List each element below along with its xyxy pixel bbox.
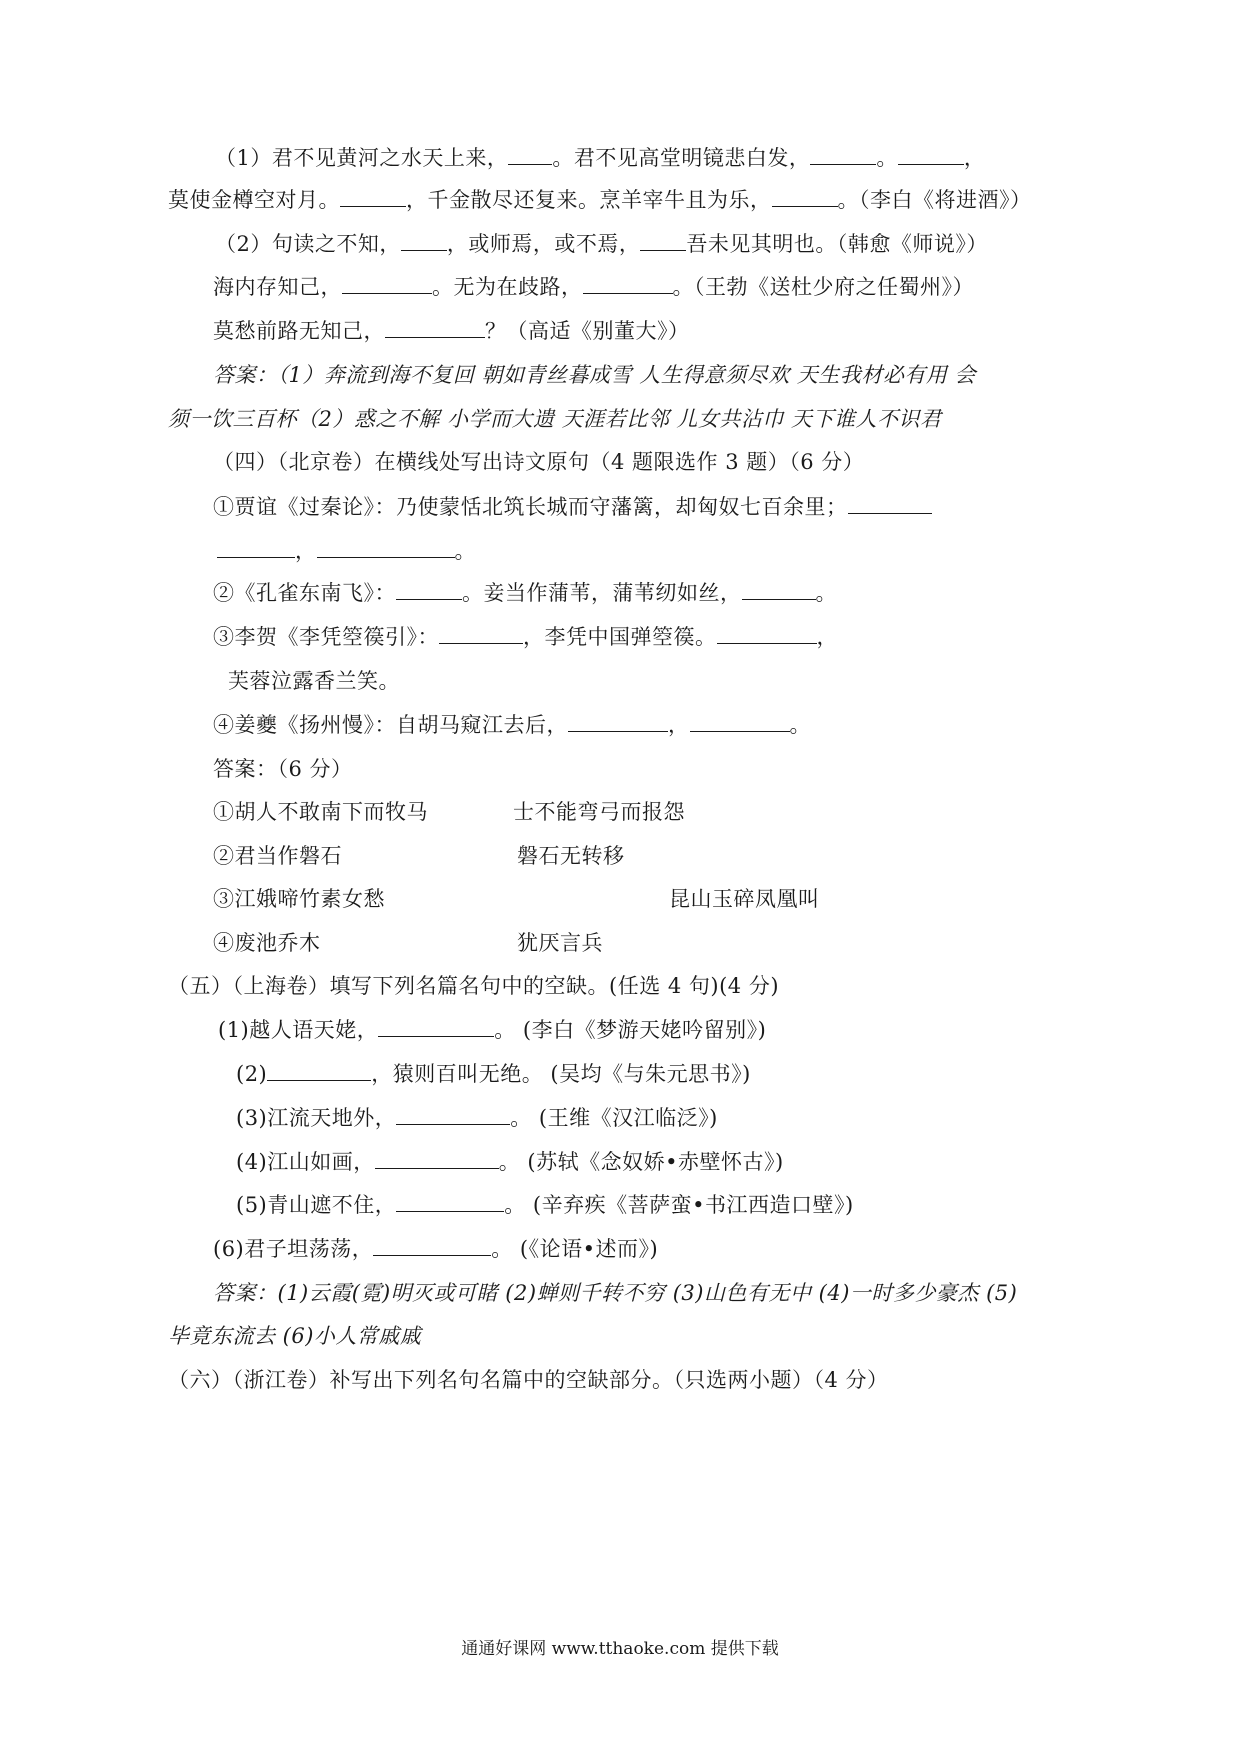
question-line xyxy=(218,1015,766,1045)
answer-text: ④废池乔木 xyxy=(213,931,321,955)
answer-blank xyxy=(317,539,455,558)
question-line xyxy=(213,492,932,522)
question-text: 。 (李白《梦游天姥吟留别》) xyxy=(494,1018,767,1042)
question-text: ④姜夔《扬州慢》：自胡马窥江去后， xyxy=(213,713,568,737)
question-text: ，或师焉，或不焉， xyxy=(446,232,641,256)
question-line xyxy=(236,1059,751,1089)
answer-blank xyxy=(898,146,964,165)
question-line xyxy=(213,578,837,608)
answer-blank xyxy=(690,713,790,732)
answer-blank xyxy=(848,495,932,514)
question-line xyxy=(168,185,1032,215)
answer-blank xyxy=(439,625,523,644)
section-heading: （四）（北京卷）在横线处写出诗文原句（4 题限选作 3 题）（6 分） xyxy=(213,450,865,474)
answer-blank xyxy=(396,1193,504,1212)
question-line xyxy=(213,272,974,302)
question-line xyxy=(215,229,988,259)
answer-blank xyxy=(810,146,876,165)
answer-blank xyxy=(396,1106,510,1125)
question-text: 。君不见高堂明镜悲白发， xyxy=(552,146,811,170)
question-text: 。 (辛弃疾《菩萨蛮•书江西造口壁》) xyxy=(504,1193,854,1217)
answer-text: ①胡人不敢南下而牧马 xyxy=(213,800,428,824)
answer-blank xyxy=(717,625,817,644)
question-text: 吾未见其明也。（韩愈《师说》） xyxy=(686,232,988,256)
question-text: 。 xyxy=(454,539,476,563)
question-text: 。无为在歧路， xyxy=(432,275,583,299)
answer-text: 犹厌言兵 xyxy=(517,931,603,955)
question-text: 。 xyxy=(815,581,837,605)
answer-blank xyxy=(385,319,485,338)
answer-text: 答案：(1)云霞(霓)明灭或可睹 (2)蝉则千转不穷 (3)山色有无中 (4)一时多少豪杰 (5) xyxy=(213,1281,1018,1305)
question-text: ，千金散尽还复来。烹羊宰牛且为乐， xyxy=(406,188,772,212)
question-line xyxy=(217,536,476,566)
question-text: 。（王勃《送杜少府之任蜀州》） xyxy=(672,275,974,299)
answer-blank xyxy=(742,581,816,600)
answer-blank xyxy=(373,1237,491,1256)
question-text: ， xyxy=(668,713,690,737)
answer-blank xyxy=(508,146,552,165)
question-text: （1）君不见黄河之水天上来， xyxy=(215,146,509,170)
question-text: 。 (王维《汉江临泛》) xyxy=(510,1106,718,1130)
question-line xyxy=(213,316,690,346)
answer-blank xyxy=(640,232,686,251)
answer-blank xyxy=(772,188,838,207)
answer-blank xyxy=(568,713,668,732)
answer-blank xyxy=(342,275,432,294)
section-heading: （五）（上海卷）填写下列名篇名句中的空缺。(任选 4 句)(4 分) xyxy=(168,974,780,998)
answer-blank xyxy=(340,188,406,207)
answer-text: 士不能弯弓而报怨 xyxy=(513,800,685,824)
page-footer: 通通好课网 www.tthaoke.com 提供下载 xyxy=(461,1639,779,1659)
answer-blank xyxy=(375,1150,499,1169)
question-text: (2) xyxy=(236,1062,268,1086)
question-text: (5)青山遮不住， xyxy=(236,1193,397,1217)
section-heading: （六）（浙江卷）补写出下列名句名篇中的空缺部分。（只选两小题）（4 分） xyxy=(168,1368,889,1392)
answer-blank xyxy=(396,581,462,600)
answer-text: 磐石无转移 xyxy=(517,844,625,868)
question-text: ①贾谊《过秦论》：乃使蒙恬北筑长城而守藩篱，却匈奴七百余里； xyxy=(213,495,848,519)
question-text: 。 xyxy=(876,146,898,170)
answer-blank xyxy=(583,275,673,294)
question-text: 。妾当作蒲苇，蒲苇纫如丝， xyxy=(462,581,742,605)
question-text: 芙蓉泣露香兰笑。 xyxy=(228,669,400,693)
question-text: ，猿则百叫无绝。 (吴均《与朱元思书》) xyxy=(371,1062,751,1086)
question-text: 。 (苏轼《念奴娇•赤壁怀古》) xyxy=(498,1150,784,1174)
question-line xyxy=(236,1190,854,1220)
answer-text: ②君当作磐石 xyxy=(213,844,342,868)
answer-heading: 答案：（6 分） xyxy=(213,757,353,781)
question-text: (1)越人语天姥， xyxy=(218,1018,379,1042)
question-line xyxy=(213,622,838,652)
question-text: 。（李白《将进酒》） xyxy=(837,188,1032,212)
question-text: ， xyxy=(816,625,838,649)
answer-text: 答案：（1）奔流到海不复回 朝如青丝暮成雪 人生得意须尽欢 天生我材必有用 会 xyxy=(213,363,977,387)
question-text: 莫愁前路无知己， xyxy=(213,319,385,343)
answer-blank xyxy=(267,1062,371,1081)
question-text: 。 (《论语•述而》) xyxy=(491,1237,659,1261)
question-text: (3)江流天地外， xyxy=(236,1106,397,1130)
question-line xyxy=(215,143,985,173)
question-text: ②《孔雀东南飞》： xyxy=(213,581,396,605)
question-text: (4)江山如画， xyxy=(236,1150,375,1174)
question-text: ， xyxy=(295,539,317,563)
answer-blank xyxy=(401,232,447,251)
answer-text: 昆山玉碎凤凰叫 xyxy=(669,887,820,911)
answer-text: ③江娥啼竹素女愁 xyxy=(213,887,385,911)
question-text: （2）句读之不知， xyxy=(215,232,401,256)
answer-blank xyxy=(378,1018,494,1037)
question-line xyxy=(236,1103,718,1133)
answer-text: 毕竟东流去 (6)小人常戚戚 xyxy=(168,1324,422,1348)
question-text: (6)君子坦荡荡， xyxy=(213,1237,374,1261)
question-text: 莫使金樽空对月。 xyxy=(168,188,340,212)
question-text: ③李贺《李凭箜篌引》： xyxy=(213,625,439,649)
question-line xyxy=(236,1147,784,1177)
question-text: 。 xyxy=(789,713,811,737)
answer-blank xyxy=(217,539,295,558)
answer-text: 须一饮三百杯（2）惑之不解 小学而大遗 天涯若比邻 儿女共沾巾 天下谁人不识君 xyxy=(168,407,942,431)
question-text: ？（高适《别董大》） xyxy=(485,319,690,343)
question-text: ，李凭中国弹箜篌。 xyxy=(523,625,717,649)
question-line xyxy=(213,710,811,740)
question-line xyxy=(213,1234,658,1264)
question-text: 海内存知己， xyxy=(213,275,342,299)
question-text: ， xyxy=(963,146,986,170)
